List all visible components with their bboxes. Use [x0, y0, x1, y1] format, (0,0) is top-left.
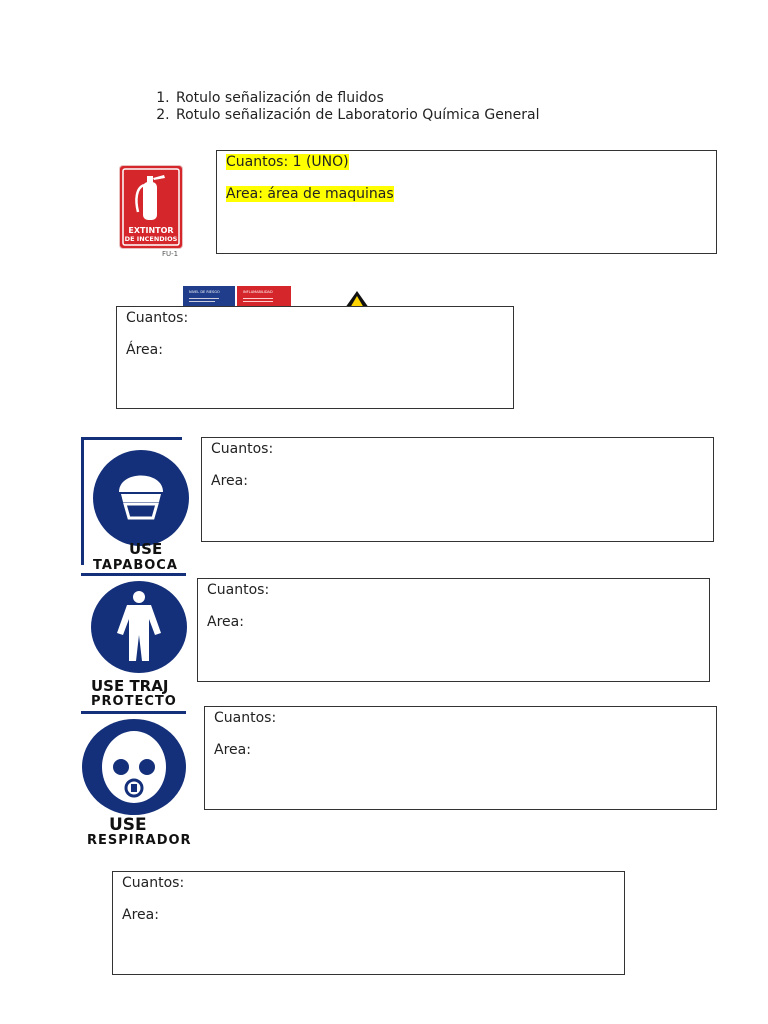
cuantos-text: Cuantos: 1 (UNO): [226, 154, 349, 170]
sign-plate: [120, 166, 182, 248]
sign-label: USE TRAJ: [91, 677, 169, 695]
cuantos-text: Cuantos:: [211, 441, 274, 457]
sign-text: DE INCENDIOS: [124, 235, 178, 243]
nfpa-right-panel: [237, 286, 291, 306]
cuantos-text: Cuantos:: [122, 875, 185, 891]
info-box: [112, 871, 625, 975]
use-protective-suit-sign: [81, 573, 186, 709]
area-text: Área:: [126, 342, 163, 358]
area-text: Area:: [211, 473, 248, 489]
sign-label: USE: [129, 540, 163, 558]
area-text: Area: área de maquinas: [226, 186, 394, 202]
face-shield-icon: [81, 440, 182, 540]
info-box: [197, 578, 710, 682]
sign-label-cut: TAPABOCA: [93, 558, 178, 573]
sign-label-cut: RESPIRADOR: [87, 833, 192, 848]
nfpa-left-panel: [183, 286, 235, 306]
info-box: [216, 150, 717, 254]
use-face-shield-sign: [81, 437, 182, 573]
protective-suit-icon: [81, 577, 186, 675]
document-list: [132, 90, 540, 124]
cuantos-text: Cuantos:: [214, 710, 277, 726]
info-box: [116, 306, 514, 409]
list-item: 2. Rotulo señalización de Laboratorio Química General: [174, 107, 540, 124]
area-text: Area:: [214, 742, 251, 758]
nfpa-right-header: INFLAMABILIDAD: [243, 290, 273, 294]
cuantos-text: Cuantos:: [207, 582, 270, 598]
sign-code: FU-1: [162, 250, 179, 258]
cuantos-text: Cuantos:: [126, 310, 189, 326]
area-text: Area:: [122, 907, 159, 923]
info-box: [201, 437, 714, 542]
nfpa-table-fragment: [183, 286, 291, 306]
info-box: [204, 706, 717, 810]
respirator-icon: [81, 715, 186, 813]
sign-label-cut: PROTECTO: [91, 694, 177, 709]
sign-text: EXTINTOR: [128, 226, 174, 235]
sign-label: USE: [109, 815, 147, 835]
fire-extinguisher-sign: [120, 166, 182, 258]
list-item: 1. Rotulo señalización de fluidos: [174, 90, 540, 107]
nfpa-left-header: NIVEL DE RIESGO: [189, 290, 220, 294]
area-text: Area:: [207, 614, 244, 630]
use-respirator-sign: [81, 711, 192, 848]
